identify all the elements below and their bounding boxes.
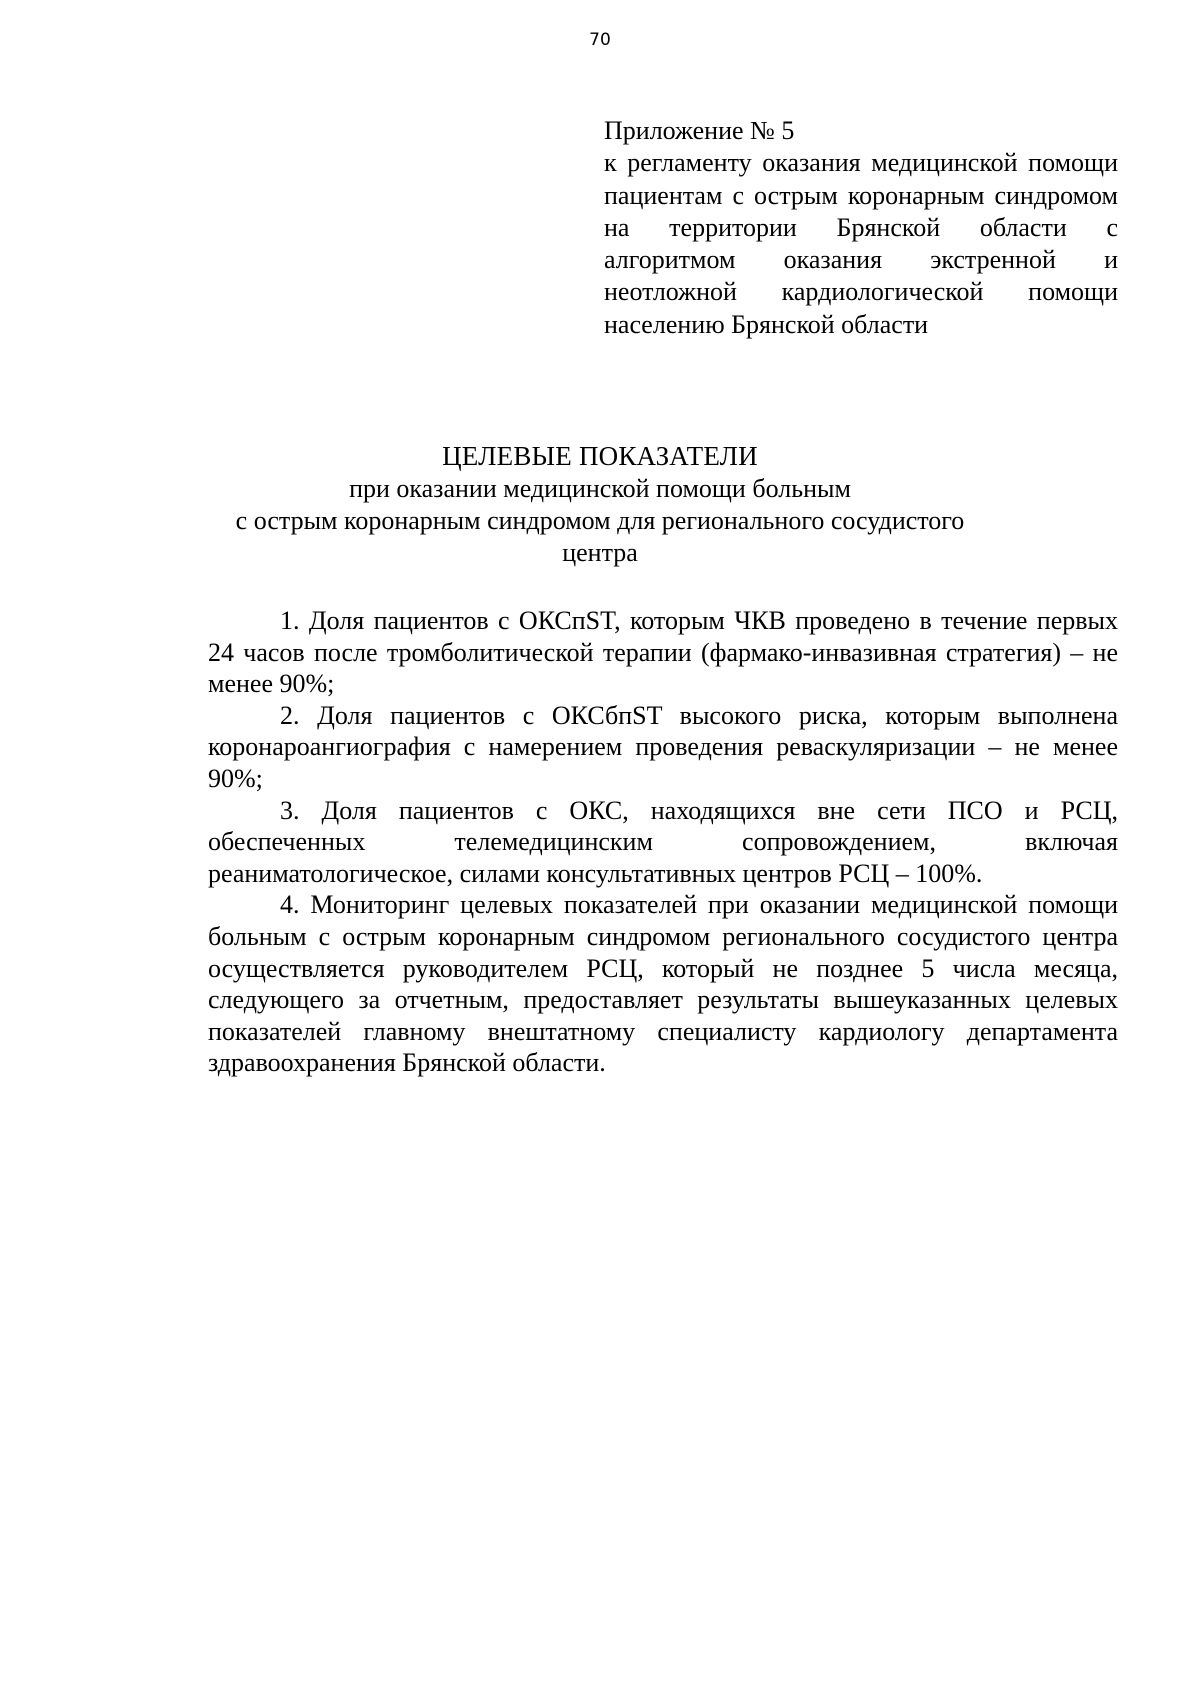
appendix-title: Приложение № 5 <box>604 116 795 145</box>
paragraph-item-1: 1. Доля пациентов с ОКСпST, которым ЧКВ проведено в течение первых 24 часов после тромболитической терапии (фармако-инвазивная стратегия) – не менее 90%; <box>208 606 1118 699</box>
document-heading <box>180 440 1020 569</box>
heading-line: при оказании медицинской помощи больным <box>349 474 851 503</box>
paragraph-item-2: 2. Доля пациентов с ОКСбпST высокого риска, которым выполнена коронароангиография с намерением проведения реваскуляризации – не менее 90%; <box>208 700 1118 793</box>
appendix-block <box>604 115 1118 341</box>
heading-line: центра <box>562 538 638 567</box>
paragraph-item-3: 3. Доля пациентов с ОКС, находящихся вне сети ПСО и РСЦ, обеспеченных телемедицинским сопровождением, включая реаниматологическое, силами консультативных центров РСЦ – 100%. <box>208 795 1118 888</box>
page-number: 70 <box>589 30 611 50</box>
heading-line: с острым коронарным синдромом для регионального сосудистого <box>235 506 965 535</box>
paragraph-item-4: 4. Мониторинг целевых показателей при оказании медицинской помощи больным с острым коронарным синдромом регионального сосудистого центра осуществляется руководителем РСЦ, который не позднее 5 числа месяца, следующего за отчетным, предоставляет результаты вышеуказанных целевых показателей главному внештатному специалисту кардиологу департамента здравоохранения Брянской области. <box>208 890 1118 1078</box>
appendix-text: к регламенту оказания медицинской помощи пациентам с острым коронарным синдромом на территории Брянской области с алгоритмом оказания экстренной и неотложной кардиологической помощи населению Брянской области <box>604 148 1118 339</box>
heading-title: ЦЕЛЕВЫЕ ПОКАЗАТЕЛИ <box>442 441 758 471</box>
document-body <box>208 605 1118 1079</box>
